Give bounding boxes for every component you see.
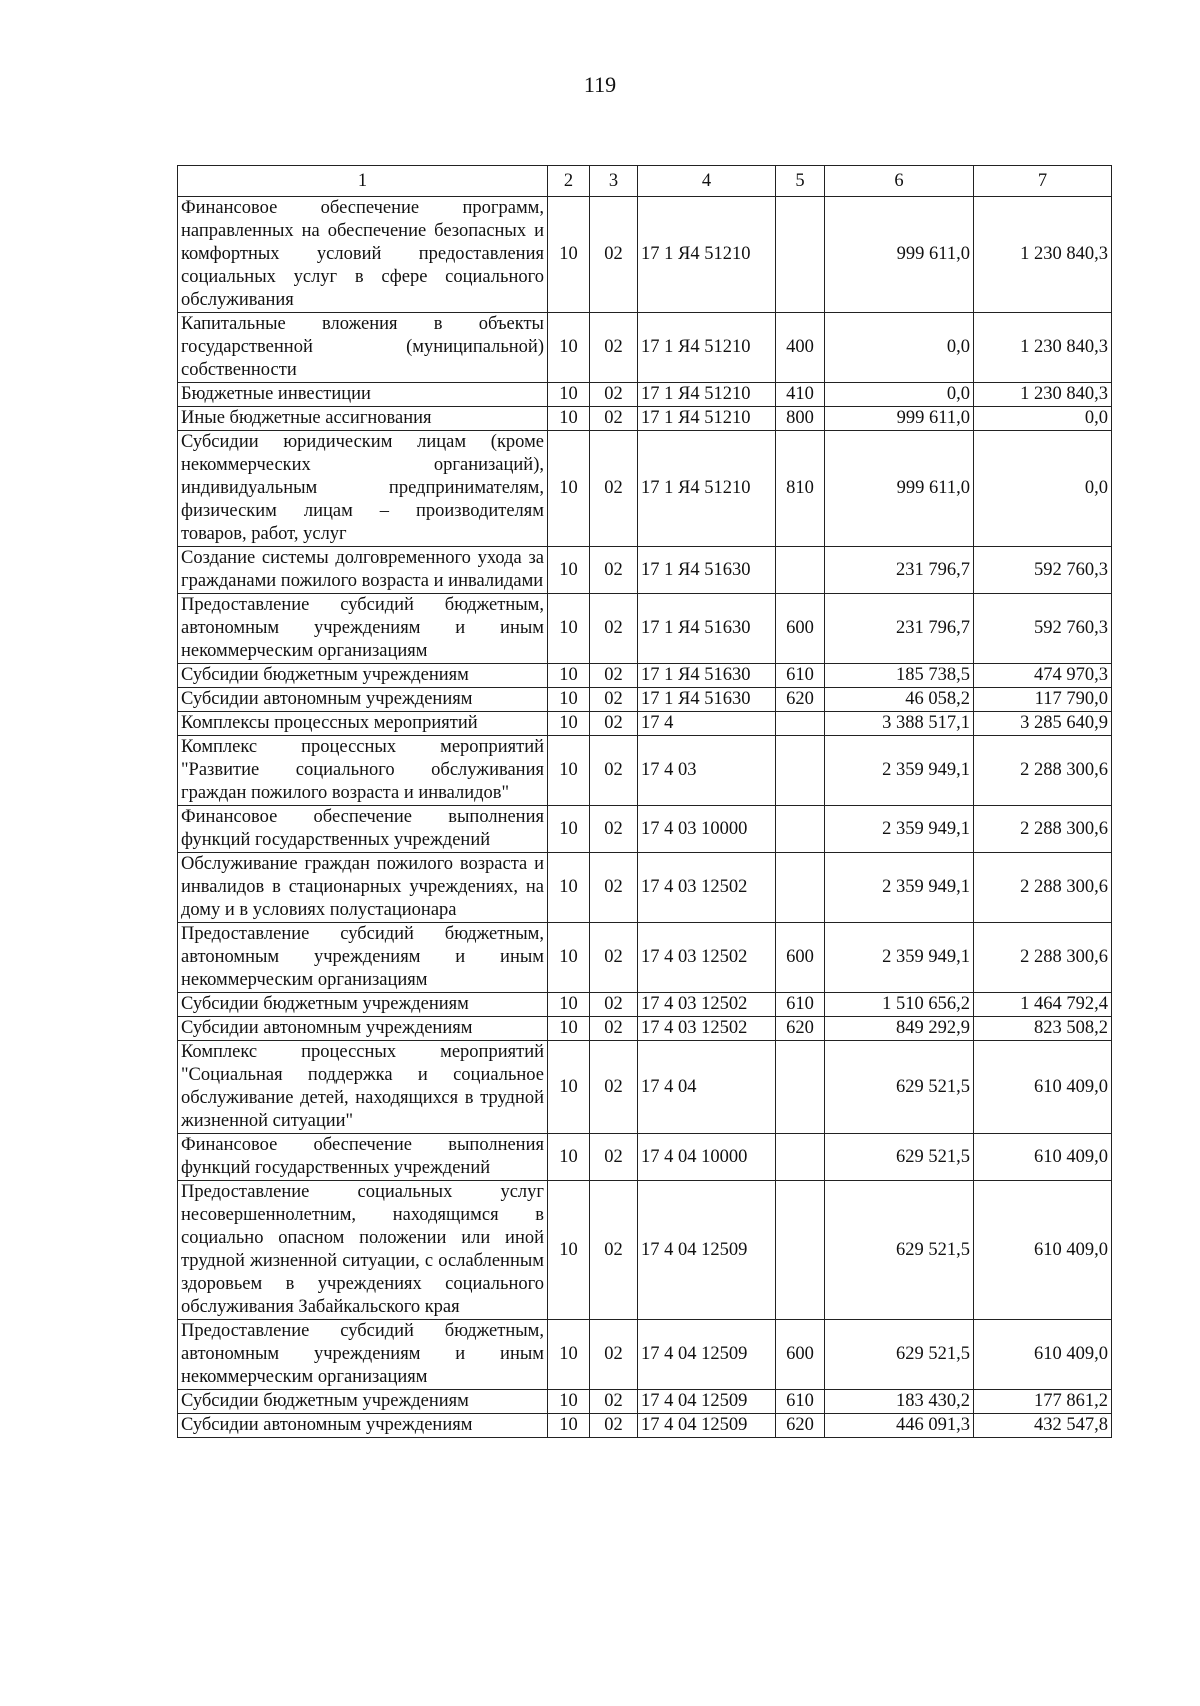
amount-col-7: 610 409,0 (974, 1134, 1112, 1181)
section-code: 10 (548, 594, 590, 664)
expense-type-code: 600 (776, 594, 825, 664)
subsection-code: 02 (590, 853, 638, 923)
target-article-code: 17 1 Я4 51210 (638, 431, 776, 547)
section-code: 10 (548, 993, 590, 1017)
expense-type-code: 610 (776, 664, 825, 688)
section-code: 10 (548, 1134, 590, 1181)
target-article-code: 17 4 (638, 712, 776, 736)
section-code: 10 (548, 853, 590, 923)
target-article-code: 17 4 03 12502 (638, 923, 776, 993)
section-code: 10 (548, 712, 590, 736)
amount-col-6: 46 058,2 (825, 688, 974, 712)
table-row (178, 383, 1112, 407)
subsection-code: 02 (590, 1320, 638, 1390)
target-article-code: 17 4 03 10000 (638, 806, 776, 853)
table-row (178, 547, 1112, 594)
amount-col-6: 231 796,7 (825, 594, 974, 664)
amount-col-7: 177 861,2 (974, 1390, 1112, 1414)
item-name: Субсидии бюджетным учреждениям (178, 664, 548, 688)
header-cell: 6 (825, 166, 974, 197)
subsection-code: 02 (590, 431, 638, 547)
target-article-code: 17 4 04 12509 (638, 1181, 776, 1320)
subsection-code: 02 (590, 664, 638, 688)
target-article-code: 17 1 Я4 51630 (638, 594, 776, 664)
section-code: 10 (548, 1320, 590, 1390)
target-article-code: 17 4 03 (638, 736, 776, 806)
item-name: Комплексы процессных мероприятий (178, 712, 548, 736)
amount-col-7: 2 288 300,6 (974, 736, 1112, 806)
item-name: Субсидии автономным учреждениям (178, 688, 548, 712)
subsection-code: 02 (590, 197, 638, 313)
item-name: Субсидии юридическим лицам (кроме некоммерческих организаций), индивидуальным предпринимателям, физическим лицам – производителям товаров, работ, услуг (178, 431, 548, 547)
amount-col-6: 446 091,3 (825, 1414, 974, 1438)
amount-col-7: 1 464 792,4 (974, 993, 1112, 1017)
expense-type-code: 610 (776, 1390, 825, 1414)
section-code: 10 (548, 1181, 590, 1320)
subsection-code: 02 (590, 313, 638, 383)
amount-col-6: 849 292,9 (825, 1017, 974, 1041)
amount-col-6: 185 738,5 (825, 664, 974, 688)
expense-type-code: 800 (776, 407, 825, 431)
amount-col-7: 117 790,0 (974, 688, 1112, 712)
subsection-code: 02 (590, 383, 638, 407)
target-article-code: 17 1 Я4 51210 (638, 383, 776, 407)
amount-col-7: 610 409,0 (974, 1181, 1112, 1320)
section-code: 10 (548, 383, 590, 407)
section-code: 10 (548, 1041, 590, 1134)
item-name: Комплекс процессных мероприятий "Развитие социального обслуживания граждан пожилого возраста и инвалидов" (178, 736, 548, 806)
amount-col-6: 1 510 656,2 (825, 993, 974, 1017)
amount-col-7: 610 409,0 (974, 1320, 1112, 1390)
section-code: 10 (548, 664, 590, 688)
amount-col-6: 2 359 949,1 (825, 736, 974, 806)
expense-type-code: 600 (776, 1320, 825, 1390)
subsection-code: 02 (590, 1134, 638, 1181)
amount-col-6: 999 611,0 (825, 407, 974, 431)
target-article-code: 17 4 04 10000 (638, 1134, 776, 1181)
expense-type-code: 620 (776, 1414, 825, 1438)
subsection-code: 02 (590, 1390, 638, 1414)
expense-type-code (776, 197, 825, 313)
table-row (178, 431, 1112, 547)
subsection-code: 02 (590, 1181, 638, 1320)
table-body (178, 197, 1112, 1438)
amount-col-7: 592 760,3 (974, 547, 1112, 594)
subsection-code: 02 (590, 806, 638, 853)
item-name: Предоставление социальных услуг несовершеннолетним, находящимся в социально опасном положении или иной трудной жизненной ситуации, с ослабленным здоровьем в учреждениях социального обслуживания Забайкальского края (178, 1181, 548, 1320)
item-name: Капитальные вложения в объекты государственной (муниципальной) собственности (178, 313, 548, 383)
subsection-code: 02 (590, 1017, 638, 1041)
amount-col-6: 2 359 949,1 (825, 806, 974, 853)
subsection-code: 02 (590, 736, 638, 806)
item-name: Финансовое обеспечение программ, направленных на обеспечение безопасных и комфортных условий предоставления социальных услуг в сфере социального обслуживания (178, 197, 548, 313)
subsection-code: 02 (590, 1414, 638, 1438)
table-row (178, 1414, 1112, 1438)
item-name: Финансовое обеспечение выполнения функций государственных учреждений (178, 1134, 548, 1181)
amount-col-6: 629 521,5 (825, 1320, 974, 1390)
item-name: Обслуживание граждан пожилого возраста и инвалидов в стационарных учреждениях, на дому и в условиях полустационара (178, 853, 548, 923)
item-name: Комплекс процессных мероприятий "Социальная поддержка и социальное обслуживание детей, находящихся в трудной жизненной ситуации" (178, 1041, 548, 1134)
amount-col-6: 2 359 949,1 (825, 923, 974, 993)
target-article-code: 17 4 04 12509 (638, 1320, 776, 1390)
expense-type-code (776, 853, 825, 923)
expense-type-code (776, 736, 825, 806)
table-row (178, 736, 1112, 806)
amount-col-6: 629 521,5 (825, 1134, 974, 1181)
target-article-code: 17 4 04 12509 (638, 1390, 776, 1414)
table-row (178, 1017, 1112, 1041)
expense-type-code (776, 547, 825, 594)
expense-type-code: 610 (776, 993, 825, 1017)
target-article-code: 17 4 03 12502 (638, 993, 776, 1017)
section-code: 10 (548, 688, 590, 712)
target-article-code: 17 1 Я4 51210 (638, 197, 776, 313)
header-cell: 3 (590, 166, 638, 197)
amount-col-7: 3 285 640,9 (974, 712, 1112, 736)
section-code: 10 (548, 547, 590, 594)
amount-col-6: 629 521,5 (825, 1041, 974, 1134)
amount-col-7: 2 288 300,6 (974, 806, 1112, 853)
amount-col-7: 610 409,0 (974, 1041, 1112, 1134)
item-name: Бюджетные инвестиции (178, 383, 548, 407)
table-row (178, 1181, 1112, 1320)
expense-type-code (776, 806, 825, 853)
target-article-code: 17 4 04 12509 (638, 1414, 776, 1438)
table-row (178, 1134, 1112, 1181)
header-cell: 5 (776, 166, 825, 197)
expense-type-code: 410 (776, 383, 825, 407)
amount-col-6: 183 430,2 (825, 1390, 974, 1414)
item-name: Предоставление субсидий бюджетным, автономным учреждениям и иным некоммерческим организациям (178, 923, 548, 993)
section-code: 10 (548, 736, 590, 806)
table-row (178, 993, 1112, 1017)
expense-type-code: 810 (776, 431, 825, 547)
target-article-code: 17 1 Я4 51630 (638, 547, 776, 594)
subsection-code: 02 (590, 688, 638, 712)
amount-col-7: 1 230 840,3 (974, 383, 1112, 407)
section-code: 10 (548, 1390, 590, 1414)
expense-type-code (776, 1041, 825, 1134)
section-code: 10 (548, 923, 590, 993)
target-article-code: 17 1 Я4 51210 (638, 313, 776, 383)
table-row (178, 407, 1112, 431)
expense-type-code: 620 (776, 1017, 825, 1041)
section-code: 10 (548, 313, 590, 383)
section-code: 10 (548, 431, 590, 547)
table-row (178, 313, 1112, 383)
amount-col-7: 823 508,2 (974, 1017, 1112, 1041)
subsection-code: 02 (590, 407, 638, 431)
amount-col-6: 2 359 949,1 (825, 853, 974, 923)
item-name: Субсидии бюджетным учреждениям (178, 993, 548, 1017)
subsection-code: 02 (590, 547, 638, 594)
item-name: Субсидии бюджетным учреждениям (178, 1390, 548, 1414)
item-name: Предоставление субсидий бюджетным, автономным учреждениям и иным некоммерческим организациям (178, 1320, 548, 1390)
budget-table (177, 165, 1112, 1438)
amount-col-6: 999 611,0 (825, 197, 974, 313)
section-code: 10 (548, 806, 590, 853)
header-cell: 4 (638, 166, 776, 197)
amount-col-7: 1 230 840,3 (974, 313, 1112, 383)
item-name: Субсидии автономным учреждениям (178, 1414, 548, 1438)
subsection-code: 02 (590, 923, 638, 993)
expense-type-code (776, 1134, 825, 1181)
table-row (178, 1320, 1112, 1390)
section-code: 10 (548, 407, 590, 431)
header-row (178, 166, 1112, 197)
table-row (178, 688, 1112, 712)
header-cell: 2 (548, 166, 590, 197)
amount-col-6: 629 521,5 (825, 1181, 974, 1320)
amount-col-7: 1 230 840,3 (974, 197, 1112, 313)
amount-col-6: 0,0 (825, 313, 974, 383)
expense-type-code: 400 (776, 313, 825, 383)
amount-col-6: 231 796,7 (825, 547, 974, 594)
table-row (178, 1390, 1112, 1414)
expense-type-code: 620 (776, 688, 825, 712)
section-code: 10 (548, 1414, 590, 1438)
table-row (178, 712, 1112, 736)
header-cell: 7 (974, 166, 1112, 197)
expense-type-code: 600 (776, 923, 825, 993)
amount-col-7: 474 970,3 (974, 664, 1112, 688)
item-name: Создание системы долговременного ухода за гражданами пожилого возраста и инвалидами (178, 547, 548, 594)
amount-col-7: 592 760,3 (974, 594, 1112, 664)
target-article-code: 17 4 03 12502 (638, 853, 776, 923)
item-name: Предоставление субсидий бюджетным, автономным учреждениям и иным некоммерческим организациям (178, 594, 548, 664)
amount-col-7: 2 288 300,6 (974, 923, 1112, 993)
subsection-code: 02 (590, 1041, 638, 1134)
amount-col-6: 999 611,0 (825, 431, 974, 547)
subsection-code: 02 (590, 712, 638, 736)
target-article-code: 17 1 Я4 51630 (638, 664, 776, 688)
table-row (178, 853, 1112, 923)
subsection-code: 02 (590, 594, 638, 664)
amount-col-7: 0,0 (974, 407, 1112, 431)
target-article-code: 17 4 04 (638, 1041, 776, 1134)
target-article-code: 17 1 Я4 51210 (638, 407, 776, 431)
amount-col-7: 0,0 (974, 431, 1112, 547)
amount-col-7: 2 288 300,6 (974, 853, 1112, 923)
table-row (178, 594, 1112, 664)
amount-col-6: 0,0 (825, 383, 974, 407)
page-number: 119 (583, 72, 617, 97)
item-name: Финансовое обеспечение выполнения функций государственных учреждений (178, 806, 548, 853)
section-code: 10 (548, 197, 590, 313)
table-row (178, 197, 1112, 313)
amount-col-6: 3 388 517,1 (825, 712, 974, 736)
item-name: Иные бюджетные ассигнования (178, 407, 548, 431)
item-name: Субсидии автономным учреждениям (178, 1017, 548, 1041)
table-row (178, 923, 1112, 993)
target-article-code: 17 4 03 12502 (638, 1017, 776, 1041)
amount-col-7: 432 547,8 (974, 1414, 1112, 1438)
table-row (178, 806, 1112, 853)
header-cell: 1 (178, 166, 548, 197)
table-row (178, 664, 1112, 688)
target-article-code: 17 1 Я4 51630 (638, 688, 776, 712)
table-row (178, 1041, 1112, 1134)
expense-type-code (776, 1181, 825, 1320)
expense-type-code (776, 712, 825, 736)
section-code: 10 (548, 1017, 590, 1041)
subsection-code: 02 (590, 993, 638, 1017)
